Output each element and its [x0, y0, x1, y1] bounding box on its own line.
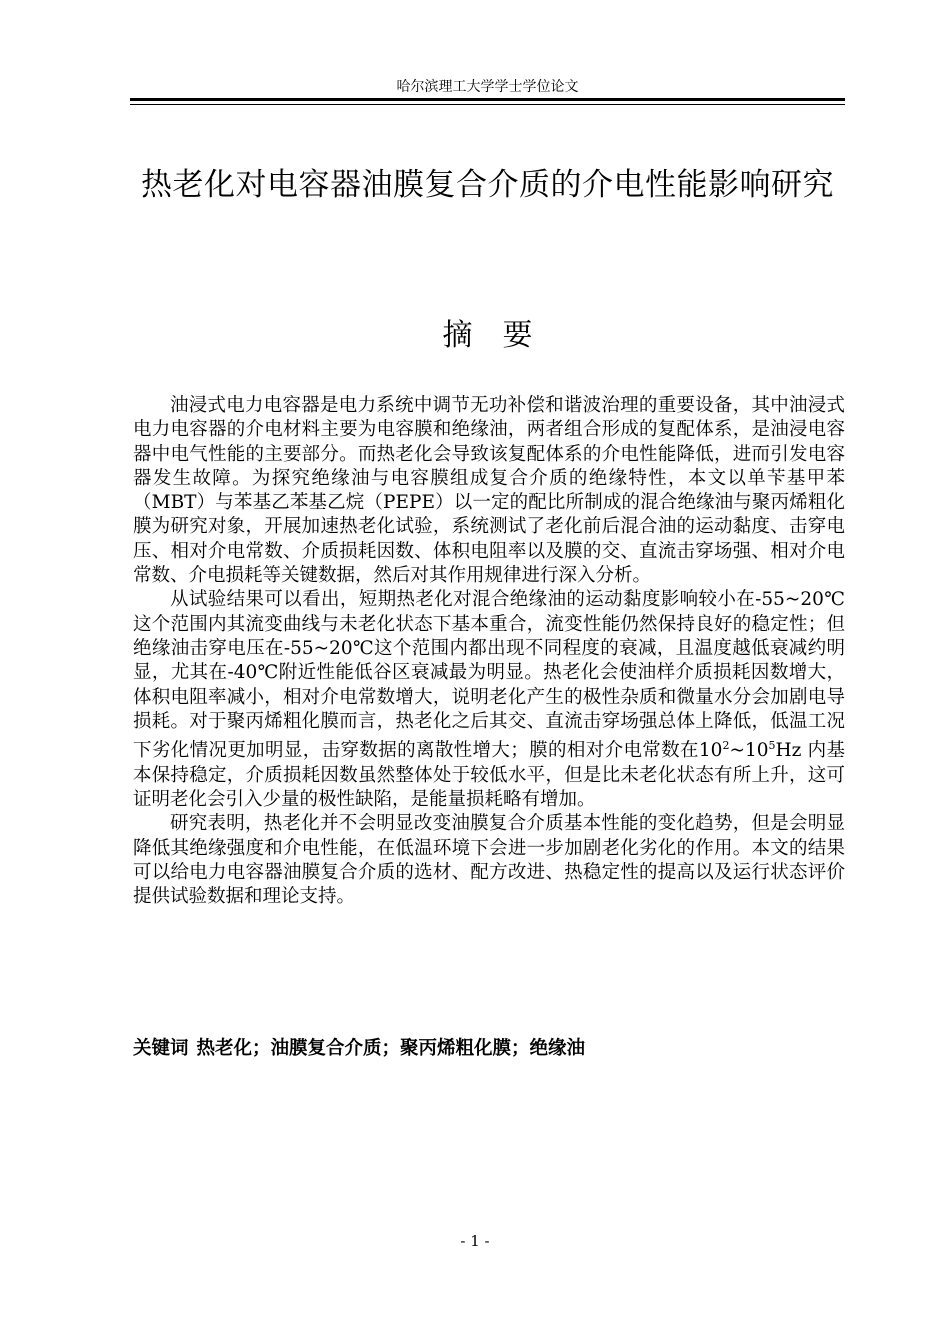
keywords-text: 热老化；油膜复合介质；聚丙烯粗化膜；绝缘油	[196, 1038, 586, 1059]
thesis-title: 热老化对电容器油膜复合介质的介电性能影响研究	[141, 167, 834, 203]
abstract-paragraph-2	[133, 588, 845, 812]
header-rule-thin	[130, 104, 845, 105]
keywords-label: 关键词	[133, 1038, 189, 1059]
header-rule-thick	[130, 98, 845, 101]
abstract-paragraph-1: 油浸式电力电容器是电力系统中调节无功补偿和谐波治理的重要设备，其中油浸式电力电容器的介电材料主要为电容膜和绝缘油，两者组合形成的复配体系，是油浸电容器中电气性能的主要部分。而热老化会导致该复配体系的介电性能降低，进而引发电容器发生故障。为探究绝缘油与电容膜组成复合介质的绝缘特性，本文以单苄基甲苯（MBT）与苯基乙苯基乙烷（PEPE）以一定的配比所制成的混合绝缘油与聚丙烯粗化膜为研究对象，开展加速热老化试验，系统测试了老化前后混合油的运动黏度、击穿电压、相对介电常数、介质损耗因数、体积电阻率以及膜的交、直流击穿场强、相对介电常数、介电损耗等关键数据，然后对其作用规律进行深入分析。	[133, 395, 845, 587]
abstract-paragraph-3: 研究表明，热老化并不会明显改变油膜复合介质基本性能的变化趋势，但是会明显降低其绝缘强度和介电性能，在低温环境下会进一步加剧老化劣化的作用。本文的结果可以给电力电容器油膜复合介质的选材、配方改进、热稳定性的提高以及运行状态评价提供试验数据和理论支持。	[133, 813, 845, 908]
page-number: - 1 -	[460, 1232, 490, 1250]
abstract-heading: 摘 要	[442, 318, 533, 353]
frequency-range: $10^2\sim 10^5$	[698, 739, 776, 762]
abstract-paragraph-2-tail: Hz 内基本保持稳定，介质损耗因数虽然整体处于较低水平，但是比未老化状态有所上升，这可证明老化会引入少量的极性缺陷，是能量损耗略有增加。	[133, 740, 845, 810]
abstract-body	[133, 394, 845, 909]
running-header: 哈尔滨理工大学学士学位论文	[396, 79, 579, 95]
abstract-paragraph-2-text: 从试验结果可以看出，短期热老化对混合绝缘油的运动黏度影响较小在-55~20℃这个范围内其流变曲线与未老化状态下基本重合，流变性能仍然保持良好的稳定性；但绝缘油击穿电压在-55~20℃这个范围内都出现不同程度的衰减，且温度越低衰减约明显，尤其在-40℃附近性能低谷区衰减最为明显。热老化会使油样介质损耗因数增大，体积电阻率减小，相对介电常数增大，说明老化产生的极性杂质和微量水分会加剧电导损耗。对于聚丙烯粗化膜而言，热老化之后其交、直流击穿场强总体上降低，低温工况下劣化情况更加明显，击穿数据的离散性增大；膜的相对介电常数在	[133, 589, 845, 762]
keywords-line	[133, 1036, 845, 1062]
